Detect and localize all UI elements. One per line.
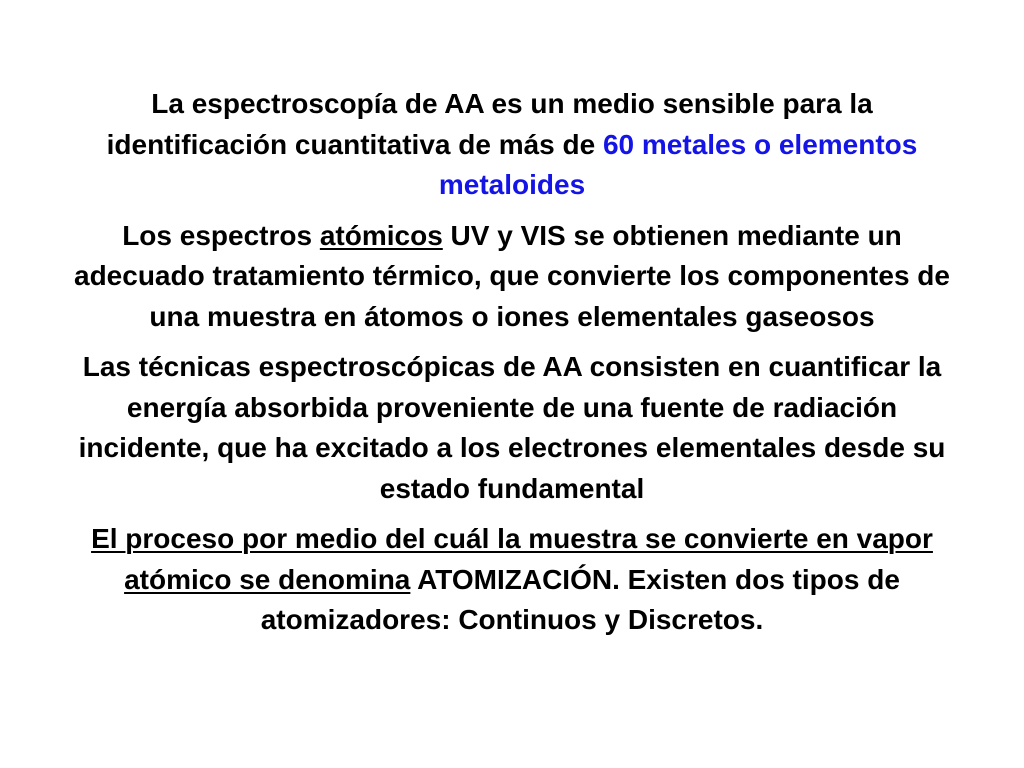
paragraph-aa-techniques bbox=[62, 347, 962, 509]
paragraph-2-text-before: Los espectros bbox=[122, 219, 320, 251]
paragraph-aa-sensitivity bbox=[62, 84, 962, 206]
paragraph-1-highlight: 60 metales o elementos metaloides bbox=[438, 128, 918, 200]
paragraph-4-text-after: ATOMIZACIÓN. Existen dos tipos de atomizadores: Continuos y Discretos. bbox=[260, 563, 900, 635]
paragraph-2-underlined: atómicos bbox=[319, 219, 443, 251]
paragraph-3-text: Las técnicas espectroscópicas de AA consisten en cuantificar la energía absorbida proveniente de una fuente de radiación incidente, que ha excitado a los electrones elementales desde su estado fundamental bbox=[78, 351, 946, 504]
paragraph-atomization bbox=[62, 519, 962, 641]
paragraph-4-underlined: El proceso por medio del cuál la muestra se convierte en vapor atómico se denomina bbox=[91, 523, 933, 595]
paragraph-2-text-after: UV y VIS se obtienen mediante un adecuado tratamiento térmico, que convierte los componentes de una muestra en átomos o iones elementales gaseosos bbox=[74, 219, 950, 332]
paragraph-1-text: La espectroscopía de AA es un medio sensible para la identificación cuantitativa de más de bbox=[106, 88, 873, 160]
paragraph-atomic-spectra bbox=[62, 216, 962, 338]
